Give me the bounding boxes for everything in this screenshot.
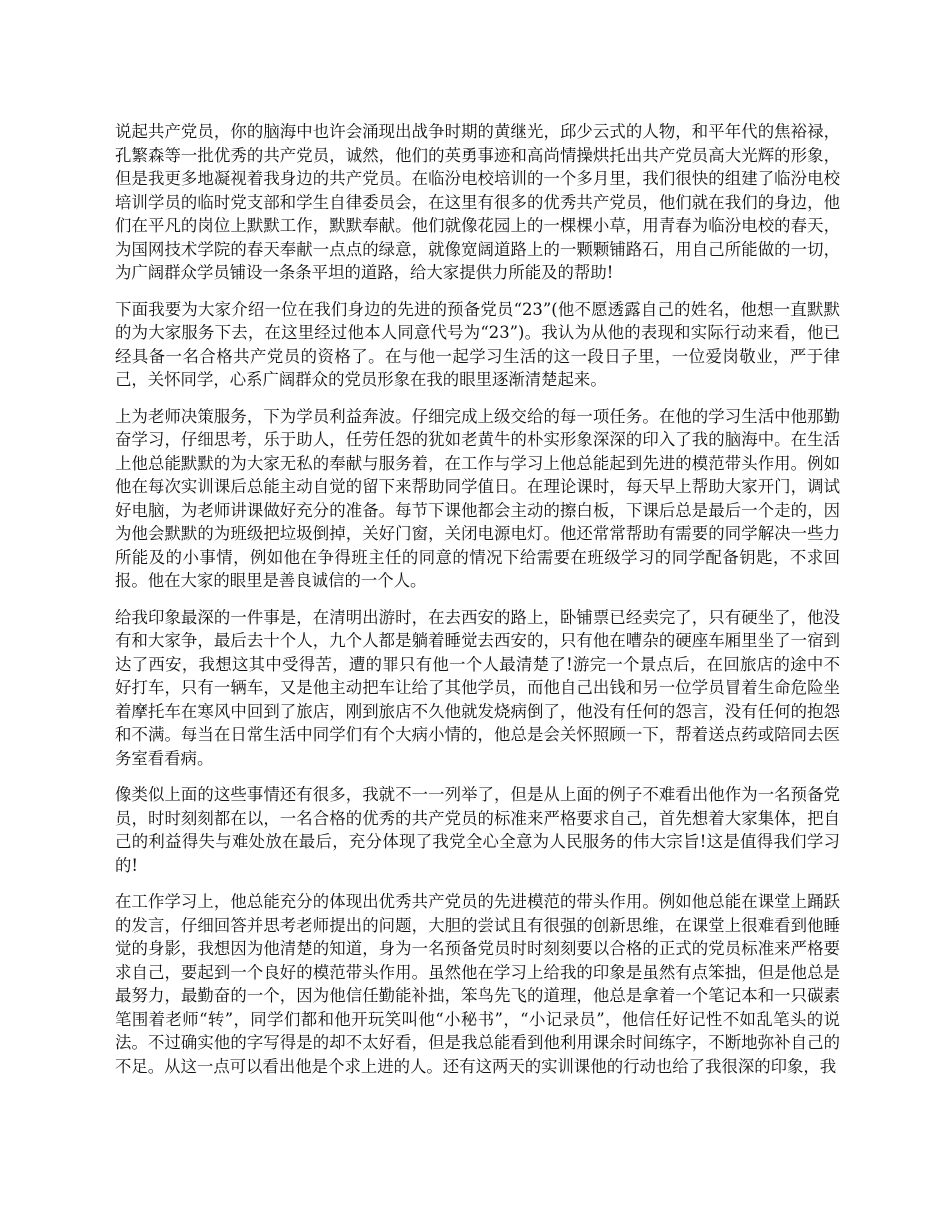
document-body bbox=[115, 120, 840, 1091]
paragraph-2: 下面我要为大家介绍一位在我们身边的先进的预备党员“23”(他不愿透露自己的姓名，他想一直默默的为大家服务下去，在这里经过他本人同意代号为“23”)。我认为从他的表现和实际行动来看，他已经具备一名合格共产党员的资格了。在与他一起学习生活的这一段日子里，一位爱岗敬业，严于律己，关怀同学，心系广阔群众的党员形象在我的眼里逐渐清楚起来。 bbox=[115, 299, 840, 389]
paragraph-4: 给我印象最深的一件事是，在清明出游时，在去西安的路上，卧铺票已经卖完了，只有硬坐了，他没有和大家争，最后去十个人，九个人都是躺着睡觉去西安的，只有他在嘈杂的硬座车厢里坐了一宿到达了西安，我想这其中受得苦，遭的罪只有他一个人最清楚了!游完一个景点后，在回旅店的途中不好打车，只有一辆车，又是他主动把车让给了其他学员，而他自己出钱和另一位学员冒着生命危险坐着摩托车在寒风中回到了旅店，刚到旅店不久他就发烧病倒了，他没有任何的怨言，没有任何的抱怨和不满。每当在日常生活中同学们有个大病小情的，他总是会关怀照顾一下，帮着送点药或陪同去医务室看看病。 bbox=[115, 607, 840, 768]
paragraph-5: 像类似上面的这些事情还有很多，我就不一一列举了，但是从上面的例子不难看出他作为一名预备党员，时时刻刻都在以，一名合格的优秀的共产党员的标准来严格要求自己，首先想着大家集体，把自己的利益得失与难处放在最后，充分体现了我党全心全意为人民服务的伟大宗旨!这是值得我们学习的! bbox=[115, 785, 840, 875]
paragraph-6: 在工作学习上，他总能充分的体现出优秀共产党员的先进模范的带头作用。例如他总能在课堂上踊跃的发言，仔细回答并思考老师提出的问题，大胆的尝试且有很强的创新思维，在课堂上很难看到他睡觉的身影，我想因为他清楚的知道，身为一名预备党员时时刻刻要以合格的正式的党员标准来严格要求自己，要起到一个良好的模范带头作用。虽然他在学习上给我的印象是虽然有点笨拙，但是他总是最努力，最勤奋的一个，因为他信任勤能补拙，笨鸟先飞的道理，他总是拿着一个笔记本和一只碳素笔围着老师“转”，同学们都和他开玩笑叫他“小秘书”，“小记录员”，他信任好记性不如乱笔头的说法。不过确实他的字写得是的却不太好看，但是我总能看到他利用课余时间练字，不断地弥补自己的不足。从这一点可以看出他是个求上进的人。还有这两天的实训课他的行动也给了我很深的印象，我 bbox=[115, 892, 840, 1076]
paragraph-3: 上为老师决策服务，下为学员利益奔波。仔细完成上级交给的每一项任务。在他的学习生活中他那勤奋学习，仔细思考，乐于助人，任劳任怨的犹如老黄牛的朴实形象深深的印入了我的脑海中。在生活上他总能默默的为大家无私的奉献与服务着，在工作与学习上他总能起到先进的模范带头作用。例如他在每次实训课后总能主动自觉的留下来帮助同学值日。在理论课时，每天早上帮助大家开门，调试好电脑，为老师讲课做好充分的准备。每节下课他都会主动的擦白板，下课后总是最后一个走的，因为他会默默的为班级把垃圾倒掉，关好门窗，关闭电源电灯。他还常常帮助有需要的同学解决一些力所能及的小事情，例如他在争得班主任的同意的情况下给需要在班级学习的同学配备钥匙，不求回报。他在大家的眼里是善良诚信的一个人。 bbox=[115, 406, 840, 590]
paragraph-1: 说起共产党员，你的脑海中也许会涌现出战争时期的黄继光，邱少云式的人物，和平年代的焦裕禄，孔繁森等一批优秀的共产党员，诚然，他们的英勇事迹和高尚情操烘托出共产党员高大光辉的形象，但是我更多地凝视着我身边的共产党员。在临汾电校培训的一个多月里，我们很快的组建了临汾电校培训学员的临时党支部和学生自律委员会，在这里有很多的优秀共产党员，他们就在我们的身边，他们在平凡的岗位上默默工作，默默奉献。他们就像花园上的一棵棵小草，用青春为临汾电校的春天，为国网技术学院的春天奉献一点点的绿意，就像宽阔道路上的一颗颗铺路石，用自己所能做的一切，为广阔群众学员铺设一条条平坦的道路，给大家提供力所能及的帮助! bbox=[115, 122, 840, 282]
